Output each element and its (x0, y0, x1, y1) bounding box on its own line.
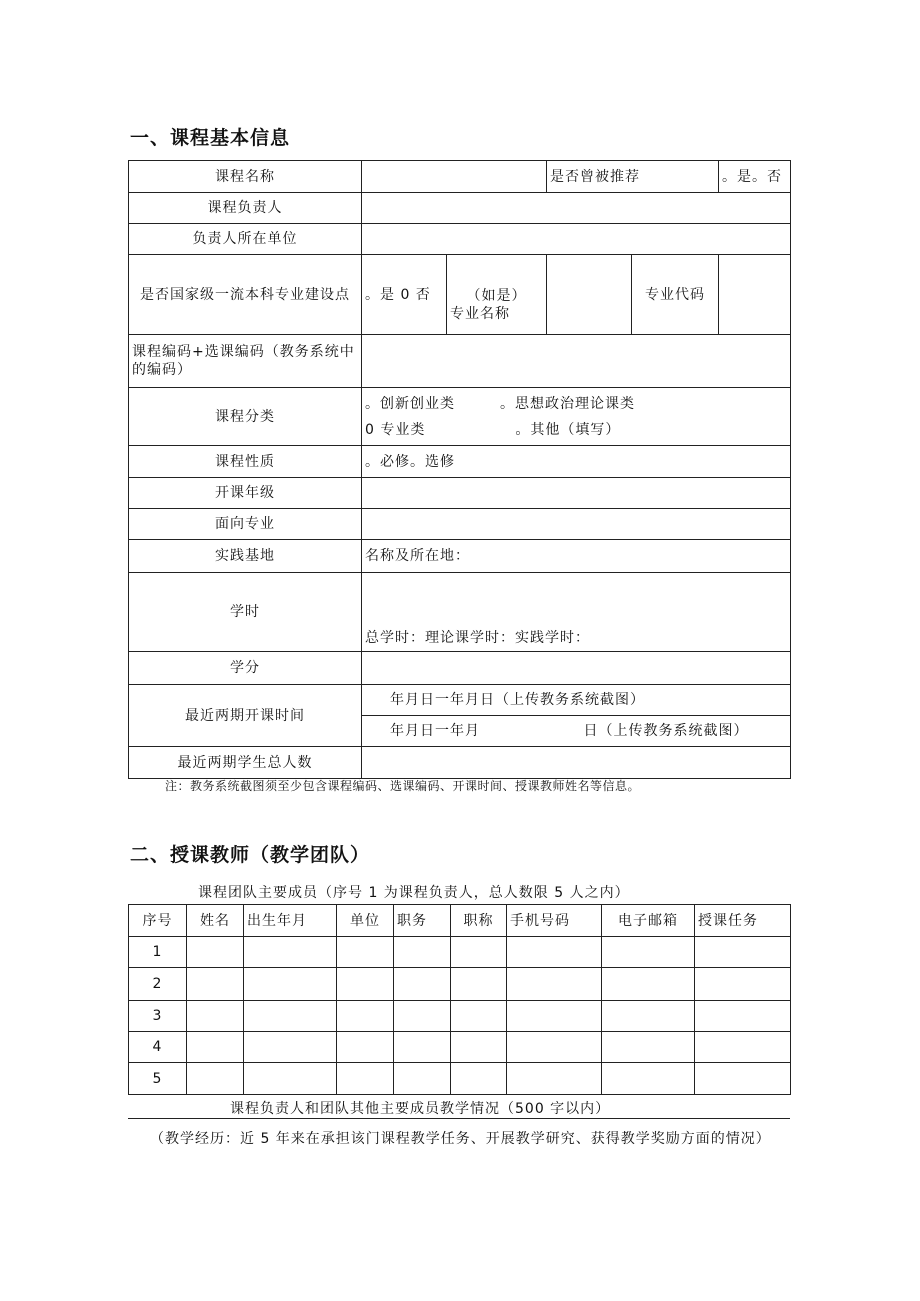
section2-heading: 二、授课教师（教学团队） (130, 844, 371, 866)
category-line-2: 0 专业类 。其他（填写） (365, 421, 621, 438)
team-caption: 课程团队主要成员（序号 1 为课程负责人，总人数限 5 人之内） (198, 885, 630, 901)
label-national: 是否国家级一流本科专业建设点 (129, 255, 362, 335)
header-phone: 手机号码 (507, 905, 602, 937)
header-unit: 单位 (337, 905, 394, 937)
label-hours: 学时 (129, 573, 362, 652)
table-row (129, 968, 791, 1001)
cell[interactable] (244, 937, 337, 968)
national-options[interactable]: 。是 0 否 (362, 255, 447, 335)
teaching-divider (128, 1118, 790, 1119)
cell[interactable] (337, 968, 394, 1001)
recommended-options[interactable]: 。是。否 (719, 161, 791, 193)
cell[interactable] (451, 1032, 507, 1063)
header-title: 职称 (451, 905, 507, 937)
header-index: 序号 (129, 905, 187, 937)
row-index: 5 (129, 1063, 187, 1095)
label-leader: 课程负责人 (129, 193, 362, 224)
header-birth: 出生年月 (244, 905, 337, 937)
cell[interactable] (451, 1001, 507, 1032)
label-students: 最近两期学生总人数 (129, 747, 362, 779)
label-grade: 开课年级 (129, 478, 362, 509)
row-index: 4 (129, 1032, 187, 1063)
header-position: 职务 (394, 905, 451, 937)
value-recent-time-2[interactable] (362, 716, 791, 747)
cell[interactable] (394, 1001, 451, 1032)
cell[interactable] (695, 1001, 791, 1032)
value-major-name[interactable] (547, 255, 632, 335)
cell[interactable] (602, 968, 695, 1001)
value-target-major[interactable] (362, 509, 791, 540)
cell[interactable] (187, 968, 244, 1001)
cell[interactable] (695, 968, 791, 1001)
cell[interactable] (394, 937, 451, 968)
cell[interactable] (187, 937, 244, 968)
value-course-code[interactable] (362, 335, 791, 388)
cell[interactable] (507, 1032, 602, 1063)
cell[interactable] (602, 1063, 695, 1095)
teaching-description: （教学经历：近 5 年来在承担该门课程教学任务、开展教学研究、获得教学奖励方面的情况） (150, 1131, 771, 1147)
label-leader-unit: 负责人所在单位 (129, 224, 362, 255)
cell[interactable] (244, 968, 337, 1001)
label-recent-time: 最近两期开课时间 (129, 685, 362, 747)
cell[interactable] (602, 937, 695, 968)
row-index: 3 (129, 1001, 187, 1032)
header-name: 姓名 (187, 905, 244, 937)
cell[interactable] (451, 1063, 507, 1095)
recent-time-2-start: 年月日一年月 (390, 723, 480, 739)
recent-time-2-end: 日（上传教务系统截图） (583, 723, 749, 739)
cell[interactable] (602, 1001, 695, 1032)
cell[interactable] (394, 968, 451, 1001)
value-students[interactable] (362, 747, 791, 779)
cell[interactable] (695, 1032, 791, 1063)
major-name-label: 专业名称 (450, 306, 510, 322)
cell[interactable] (507, 1063, 602, 1095)
screenshot-note: 注：教务系统截图须至少包含课程编码、选课编码、开课时间、授课教师姓名等信息。 (165, 779, 641, 793)
table-row (129, 1063, 791, 1095)
cell[interactable] (337, 1032, 394, 1063)
label-major-name (447, 255, 547, 335)
value-credits[interactable] (362, 652, 791, 685)
header-task: 授课任务 (695, 905, 791, 937)
value-recent-time-1[interactable]: 年月日一年月日（上传教务系统截图） (362, 685, 791, 716)
label-major-code: 专业代码 (632, 255, 719, 335)
cell[interactable] (451, 968, 507, 1001)
teaching-title: 课程负责人和团队其他主要成员教学情况（500 字以内） (230, 1101, 611, 1117)
cell[interactable] (244, 1032, 337, 1063)
cell[interactable] (337, 1063, 394, 1095)
cell[interactable] (451, 937, 507, 968)
label-practice-base: 实践基地 (129, 540, 362, 573)
category-options[interactable] (362, 388, 791, 446)
label-category: 课程分类 (129, 388, 362, 446)
label-nature: 课程性质 (129, 446, 362, 478)
value-leader[interactable] (362, 193, 791, 224)
label-target-major: 面向专业 (129, 509, 362, 540)
course-info-table (128, 160, 791, 779)
cell[interactable] (244, 1063, 337, 1095)
cell[interactable] (507, 937, 602, 968)
label-course-name: 课程名称 (129, 161, 362, 193)
cell[interactable] (602, 1032, 695, 1063)
cell[interactable] (337, 937, 394, 968)
label-recommended: 是否曾被推荐 (547, 161, 719, 193)
label-course-code: 课程编码+选课编码（教务系统中的编码） (129, 335, 362, 388)
value-course-name[interactable] (362, 161, 547, 193)
value-major-code[interactable] (719, 255, 791, 335)
table-row (129, 937, 791, 968)
cell[interactable] (187, 1001, 244, 1032)
cell[interactable] (187, 1063, 244, 1095)
cell[interactable] (394, 1032, 451, 1063)
cell[interactable] (244, 1001, 337, 1032)
category-line-1: 。创新创业类 。思想政治理论课类 (365, 395, 635, 412)
value-hours[interactable]: 总学时：理论课学时：实践学时： (362, 573, 791, 652)
cell[interactable] (337, 1001, 394, 1032)
cell[interactable] (507, 1001, 602, 1032)
cell[interactable] (507, 968, 602, 1001)
if-yes-label: （如是） (466, 288, 527, 304)
value-leader-unit[interactable] (362, 224, 791, 255)
cell[interactable] (187, 1032, 244, 1063)
row-index: 2 (129, 968, 187, 1001)
section1-heading: 一、课程基本信息 (130, 127, 291, 149)
cell[interactable] (695, 937, 791, 968)
header-email: 电子邮箱 (602, 905, 695, 937)
value-grade[interactable] (362, 478, 791, 509)
row-index: 1 (129, 937, 187, 968)
value-practice-base[interactable]: 名称及所在地： (362, 540, 791, 573)
team-table (128, 904, 791, 1095)
nature-options[interactable]: 。必修。选修 (362, 446, 791, 478)
table-row (129, 1001, 791, 1032)
cell[interactable] (394, 1063, 451, 1095)
table-row (129, 1032, 791, 1063)
label-credits: 学分 (129, 652, 362, 685)
cell[interactable] (695, 1063, 791, 1095)
